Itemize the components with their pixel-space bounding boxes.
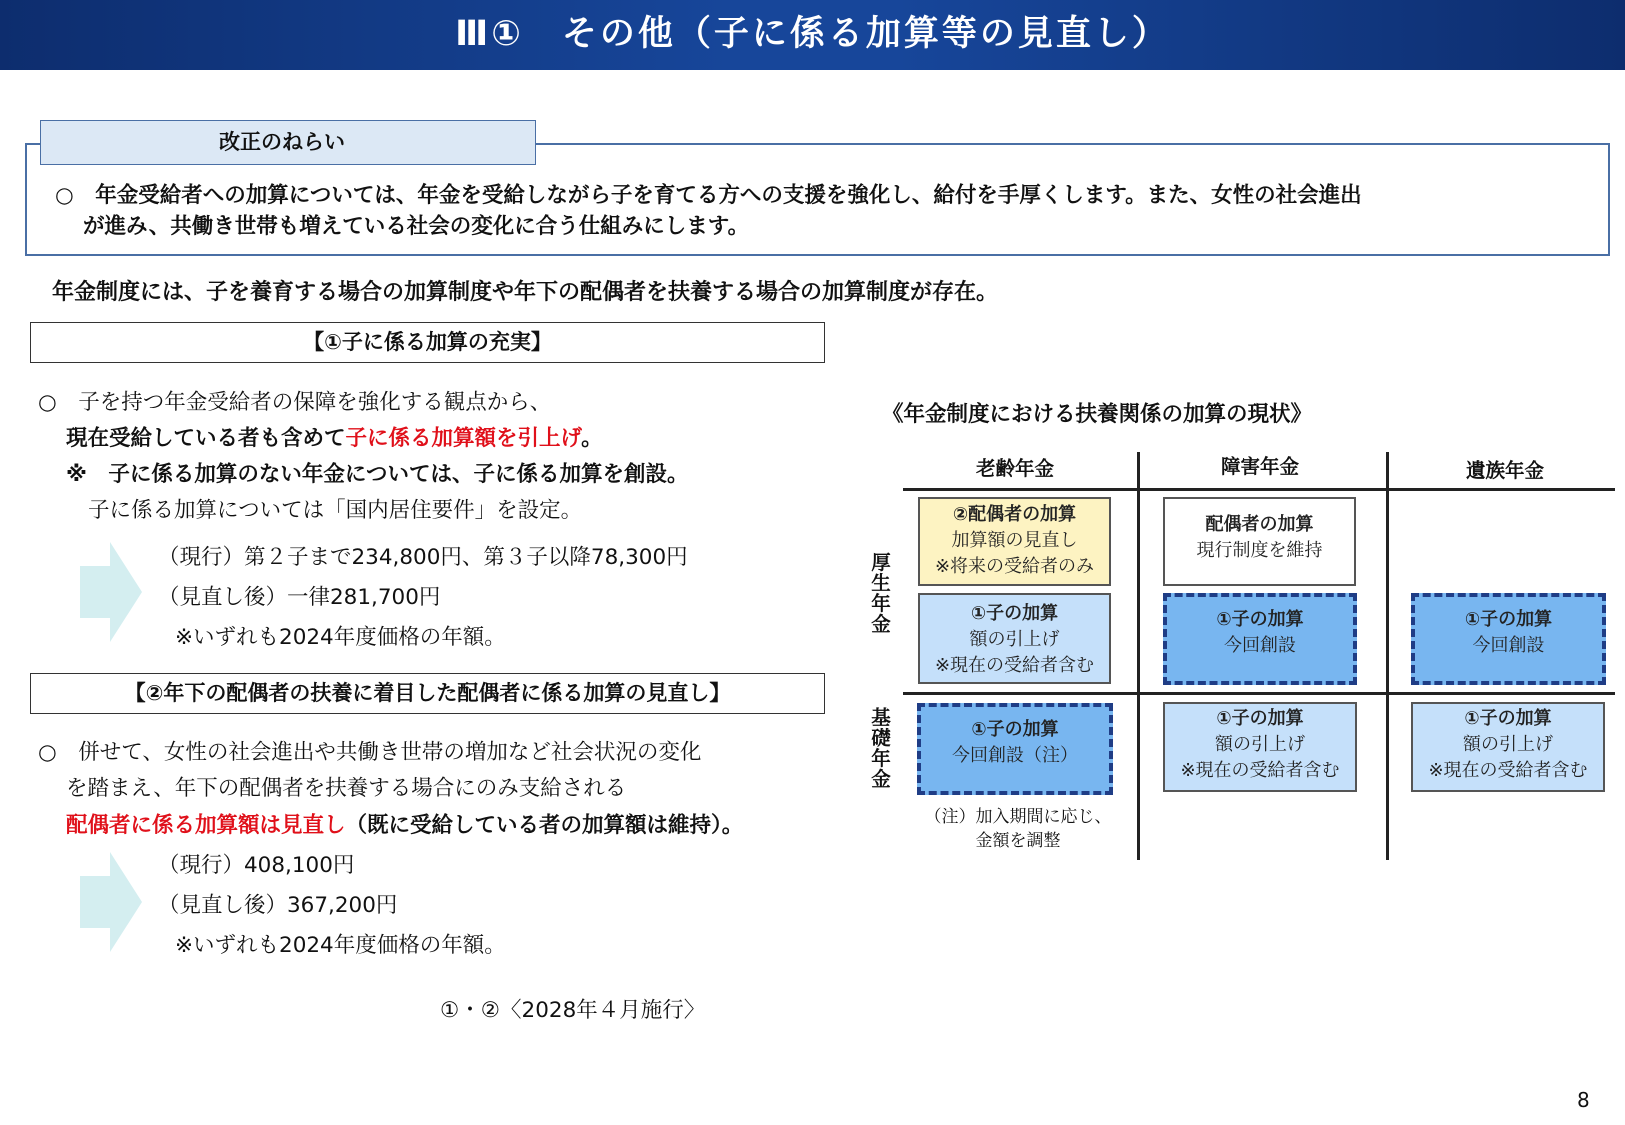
aim-bullet: ○ xyxy=(55,183,74,208)
intro-text: 年金制度には、子を養育する場合の加算制度や年下の配偶者を扶養する場合の加算制度が存在。 xyxy=(52,280,999,305)
page-number: 8 xyxy=(1577,1088,1590,1112)
cell-line: 額の引上げ xyxy=(1463,734,1553,755)
cell-line: ※現在の受給者含む xyxy=(934,655,1095,676)
section1-line1: ○ 子を持つ年金受給者の保障を強化する観点から、 xyxy=(38,390,552,415)
section2-line2: を踏まえ、年下の配偶者を扶養する場合にのみ支給される xyxy=(66,776,627,801)
cell-line: ※将来の受給者のみ xyxy=(934,556,1095,577)
cell-survivor-kosei-child-new xyxy=(1411,593,1606,685)
section1-note: ※いずれも2024年度価格の年額。 xyxy=(175,625,506,650)
section2-line3b: （既に受給している者の加算額は維持）。 xyxy=(345,813,744,838)
cell-disability-kosei-child-new xyxy=(1163,593,1357,685)
cell-old-kosei-child-addition xyxy=(918,593,1111,684)
cell-old-spouse-addition xyxy=(918,497,1111,586)
chart-footnote xyxy=(908,805,1128,853)
cell-line: 額の引上げ xyxy=(1215,734,1305,755)
column-header-survivor: 遺族年金 xyxy=(1465,459,1544,482)
section2-arrow-icon xyxy=(80,852,142,952)
column-header-old-age: 老齢年金 xyxy=(975,457,1054,480)
cell-title: ①子の加算 xyxy=(1464,609,1553,630)
cell-survivor-kiso-child-addition xyxy=(1411,702,1605,792)
aim-tab-label: 改正のねらい xyxy=(40,120,536,165)
section2-revised: （見直し後）367,200円 xyxy=(158,893,398,918)
cell-line: ※現在の受給者含む xyxy=(1428,760,1588,781)
section2-line1: ○ 併せて、女性の社会進出や共働き世帯の増加など社会状況の変化 xyxy=(38,740,702,765)
cell-line: 額の引上げ xyxy=(969,629,1060,650)
section1-line4: 子に係る加算については「国内居住要件」を設定。 xyxy=(88,498,583,523)
cell-title: ②配偶者の加算 xyxy=(952,504,1077,525)
enforcement-date: ①・②〈2028年４月施行〉 xyxy=(440,998,706,1023)
section1-revised: （見直し後）一律281,700円 xyxy=(158,585,441,610)
chart-title: 《年金制度における扶養関係の加算の現状》 xyxy=(882,402,1313,427)
section2-note: ※いずれも2024年度価格の年額。 xyxy=(175,933,506,958)
section1-line2 xyxy=(66,421,603,452)
cell-old-kiso-child-new xyxy=(917,703,1113,795)
cell-title: ①子の加算 xyxy=(1216,609,1304,630)
cell-title: ①子の加算 xyxy=(971,719,1059,740)
cell-line: 今回創設 xyxy=(1472,635,1545,656)
aim-text xyxy=(55,180,1600,242)
aim-line2: が進み、共働き世帯も増えている社会の変化に合う仕組みにします。 xyxy=(83,214,750,239)
section1-current: （現行）第２子まで234,800円、第３子以降78,300円 xyxy=(158,545,688,570)
column-header-disability: 障害年金 xyxy=(1220,455,1299,478)
row-label-kosei-text: 厚生年金 xyxy=(868,552,891,634)
cell-title: 配偶者の加算 xyxy=(1205,514,1314,535)
row-label-kosei xyxy=(868,552,894,634)
page-title: Ⅲ① その他（子に係る加算等の見直し） xyxy=(455,14,1170,54)
section2-line3-highlight: 配偶者に係る加算額は見直し xyxy=(66,813,346,838)
grid-vline-1 xyxy=(1137,452,1140,860)
chart-footnote-line2: 金額を調整 xyxy=(975,831,1061,851)
section2-heading: 【②年下の配偶者の扶養に着目した配偶者に係る加算の見直し】 xyxy=(30,673,825,714)
chart-footnote-line1: （注）加入期間に応じ、 xyxy=(924,807,1112,827)
section2-line3 xyxy=(66,808,743,839)
cell-title: ①子の加算 xyxy=(1464,708,1552,729)
row-label-kiso xyxy=(868,707,894,789)
aim-line1: 年金受給者への加算については、年金を受給しながら子を育てる方への支援を強化し、給付を手厚くします。また、女性の社会進出 xyxy=(95,183,1362,208)
section1-line2c: 。 xyxy=(581,426,603,451)
cell-disability-spouse-addition xyxy=(1163,497,1356,586)
cell-disability-kiso-child-addition xyxy=(1163,702,1357,792)
section2-current: （現行）408,100円 xyxy=(158,853,355,878)
cell-line: 現行制度を維持 xyxy=(1196,540,1323,561)
section1-line2a: 現在受給している者も含めて xyxy=(66,426,346,451)
section1-line2-highlight: 子に係る加算額を引上げ xyxy=(345,426,582,451)
grid-hline-top xyxy=(903,488,1615,491)
section1-heading: 【①子に係る加算の充実】 xyxy=(30,322,825,363)
section1-line3: ※ 子に係る加算のない年金については、子に係る加算を創設。 xyxy=(66,462,689,487)
cell-line: ※現在の受給者含む xyxy=(1180,760,1340,781)
grid-vline-2 xyxy=(1386,452,1389,860)
cell-title: ①子の加算 xyxy=(970,603,1059,624)
row-label-kiso-text: 基礎年金 xyxy=(868,707,891,789)
cell-line: 加算額の見直し xyxy=(951,530,1078,551)
cell-line: 今回創設 xyxy=(1224,635,1296,656)
cell-title: ①子の加算 xyxy=(1216,708,1304,729)
section1-arrow-icon xyxy=(80,542,142,642)
grid-hline-mid xyxy=(903,692,1615,695)
cell-line: 今回創設（注） xyxy=(952,745,1078,766)
